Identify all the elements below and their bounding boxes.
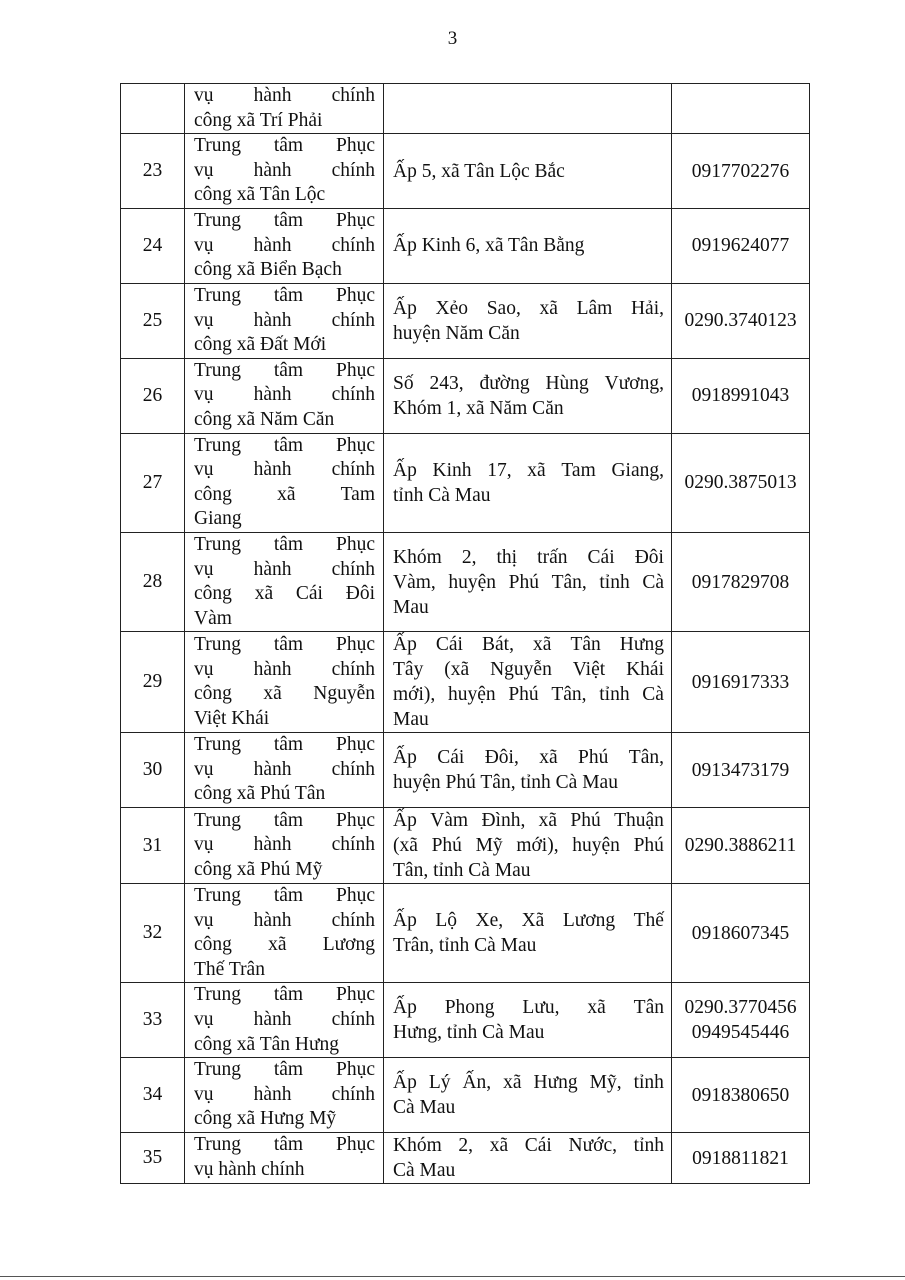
center-phone [672,733,810,808]
center-name-line: công xã Phú Mỹ [194,858,323,880]
center-name-line: công xã Đất Mới [194,334,327,356]
center-address-line: Khóm 2, xã Cái Nước, tỉnh [393,1135,664,1156]
center-name-line: Trung tâm Phục [194,135,375,157]
center-address-line: mới), huyện Phú Tân, tỉnh Cà [393,684,664,706]
center-address-line: Ấp Cái Đôi, xã Phú Tân, [393,747,664,769]
center-address-line: Cà Mau [393,1097,456,1119]
center-address-line: Ấp 5, xã Tân Lộc Bắc [393,160,565,182]
center-address-line: Ấp Cái Bát, xã Tân Hưng [393,634,664,656]
center-name [185,1133,384,1184]
center-address-line: Ấp Kinh 17, xã Tam Giang, [393,459,664,481]
center-name-line: Trung tâm Phục [194,984,375,1006]
center-address-line: Số 243, đường Hùng Vương, [393,372,664,394]
center-name [185,433,384,532]
row-number: 35 [121,1133,185,1184]
center-address [384,1133,672,1184]
center-name-line: Trung tâm Phục [194,1059,375,1081]
center-address [384,433,672,532]
center-address-line: Khóm 2, thị trấn Cái Đôi [393,546,664,568]
phone-number: 0290.3770456 [684,997,797,1019]
center-name-line: công xã Lương [194,934,375,956]
table-row [121,808,810,884]
center-name [185,884,384,983]
center-name-line: công xã Năm Căn [194,408,335,430]
table-row [121,208,810,283]
center-name [185,358,384,433]
table-row [121,983,810,1058]
phone-number: 0917702276 [691,160,790,182]
center-address [384,632,672,733]
center-phone [672,632,810,733]
center-name-line: Trung tâm Phục [194,809,375,831]
center-name [185,84,384,134]
center-name-line: Trung tâm Phục [194,734,375,756]
center-name-line: vụ hành chính [194,459,375,481]
center-name-line: Trung tâm Phục [194,359,375,381]
center-name-line: vụ hành chính [194,834,375,856]
center-name-line: công xã Tân Lộc [194,184,326,206]
center-address [384,208,672,283]
center-name-line: vụ hành chính [194,558,375,580]
center-address-line: Vàm, huyện Phú Tân, tỉnh Cà [393,571,664,593]
center-address-line: Hưng, tỉnh Cà Mau [393,1022,545,1044]
table-row [121,733,810,808]
table-row [121,1058,810,1133]
center-address-line: tỉnh Cà Mau [393,484,491,506]
center-name-line: công xã Hưng Mỹ [194,1108,337,1130]
page-number: 3 [447,28,458,49]
center-name-line: vụ hành chính [194,309,375,331]
center-name-line: Giang [194,508,242,530]
center-address-line: Khóm 1, xã Năm Căn [393,397,564,419]
row-number [121,84,185,134]
center-name-line: công xã Tân Hưng [194,1033,340,1055]
center-phone [672,84,810,134]
center-name-line: công xã Phú Tân [194,783,326,805]
service-center-table [120,83,810,1184]
center-name [185,808,384,884]
table-row [121,632,810,733]
center-address-line: Cà Mau [393,1160,456,1181]
table-row [121,1133,810,1184]
center-name-line: vụ hành chính [194,658,375,680]
center-phone [672,1133,810,1184]
center-phone [672,884,810,983]
center-address-line: Ấp Lộ Xe, Xã Lương Thế [393,910,664,932]
center-name-line: vụ hành chính [194,909,375,931]
center-address [384,134,672,209]
phone-number: 0918607345 [691,922,790,944]
center-phone [672,208,810,283]
phone-number: 0290.3740123 [684,310,797,332]
center-address-line: Ấp Vàm Đình, xã Phú Thuận [393,810,664,832]
center-name-line: Trung tâm Phục [194,885,375,907]
center-name-line: Trung tâm Phục [194,533,375,555]
center-address [384,84,672,134]
center-name-line: Trung tâm Phục [194,434,375,456]
center-name [185,632,384,733]
phone-number: 0918991043 [691,385,790,407]
center-address [384,283,672,358]
row-number: 25 [121,283,185,358]
center-name-line: công xã Tam [194,483,375,505]
center-name [185,733,384,808]
center-name-line: Trung tâm Phục [194,284,375,306]
row-number: 33 [121,983,185,1058]
center-address-line: Ấp Phong Lưu, xã Tân [393,997,664,1019]
row-number: 34 [121,1058,185,1133]
center-name-line: Việt Khái [194,707,270,729]
center-address-line: Tây (xã Nguyễn Việt Khái [393,659,664,681]
center-name-line: Trung tâm Phục [194,1134,375,1156]
phone-number: 0919624077 [691,235,790,257]
center-address [384,983,672,1058]
table-row [121,433,810,532]
center-phone [672,283,810,358]
center-phone [672,134,810,209]
center-phone [672,808,810,884]
center-name-line: vụ hành chính [194,1009,375,1031]
table-row [121,358,810,433]
center-phone [672,983,810,1058]
center-name-line: Trung tâm Phục [194,210,375,232]
center-name [185,983,384,1058]
center-phone [672,1058,810,1133]
center-name-line: vụ hành chính [194,384,375,406]
phone-number: 0917829708 [691,571,790,593]
center-address-line: Ấp Kinh 6, xã Tân Bằng [393,235,585,257]
center-name-line: công xã Biển Bạch [194,259,342,281]
center-name [185,532,384,631]
row-number: 28 [121,532,185,631]
row-number: 23 [121,134,185,209]
table-row [121,884,810,983]
table-row [121,283,810,358]
center-address-line: Mau [393,596,429,618]
row-number: 30 [121,733,185,808]
center-address-line: Mau [393,709,429,731]
center-phone [672,532,810,631]
row-number: 32 [121,884,185,983]
center-address [384,1058,672,1133]
phone-number: 0916917333 [691,671,790,693]
center-name-line: vụ hành chính [194,758,375,780]
center-name-line: vụ hành chính [194,1083,375,1105]
table-row [121,134,810,209]
center-address [384,532,672,631]
center-address [384,358,672,433]
table-row [121,84,810,134]
phone-number: 0949545446 [691,1022,790,1044]
phone-number: 0290.3875013 [684,472,797,494]
phone-number: 0918380650 [691,1084,790,1106]
center-name-line: vụ hành chính [194,85,375,106]
center-name-line: công xã Cái Đôi [194,583,375,605]
center-name-line: vụ hành chính [194,159,375,181]
row-number: 31 [121,808,185,884]
center-name-line: vụ hành chính [194,234,375,256]
phone-number: 0918811821 [692,1147,789,1169]
phone-number: 0290.3886211 [684,835,797,857]
center-phone [672,433,810,532]
table-row [121,532,810,631]
center-address-line: huyện Phú Tân, tỉnh Cà Mau [393,772,618,794]
center-address [384,808,672,884]
center-address-line: Tân, tỉnh Cà Mau [393,860,531,882]
center-name [185,208,384,283]
center-name-line: Thế Trân [194,958,265,980]
center-name-line: Vàm [194,607,232,629]
center-name-line: công xã Nguyễn [194,683,375,705]
row-number: 26 [121,358,185,433]
row-number: 24 [121,208,185,283]
center-address-line: Trân, tỉnh Cà Mau [393,935,537,957]
center-address-line: Ấp Lý Ấn, xã Hưng Mỹ, tỉnh [393,1072,664,1094]
center-name-line: công xã Trí Phải [194,109,323,131]
page-bottom-edge [0,1276,905,1277]
table-body [121,84,810,1184]
center-address [384,884,672,983]
center-name-line: vụ hành chính [194,1159,305,1180]
center-name [185,134,384,209]
row-number: 27 [121,433,185,532]
center-name [185,283,384,358]
center-address-line: (xã Phú Mỹ mới), huyện Phú [393,835,664,857]
center-name-line: Trung tâm Phục [194,634,375,656]
center-address-line: huyện Năm Căn [393,322,520,344]
center-phone [672,358,810,433]
row-number: 29 [121,632,185,733]
center-address [384,733,672,808]
phone-number: 0913473179 [691,759,790,781]
center-name [185,1058,384,1133]
center-address-line: Ấp Xẻo Sao, xã Lâm Hải, [393,297,664,319]
